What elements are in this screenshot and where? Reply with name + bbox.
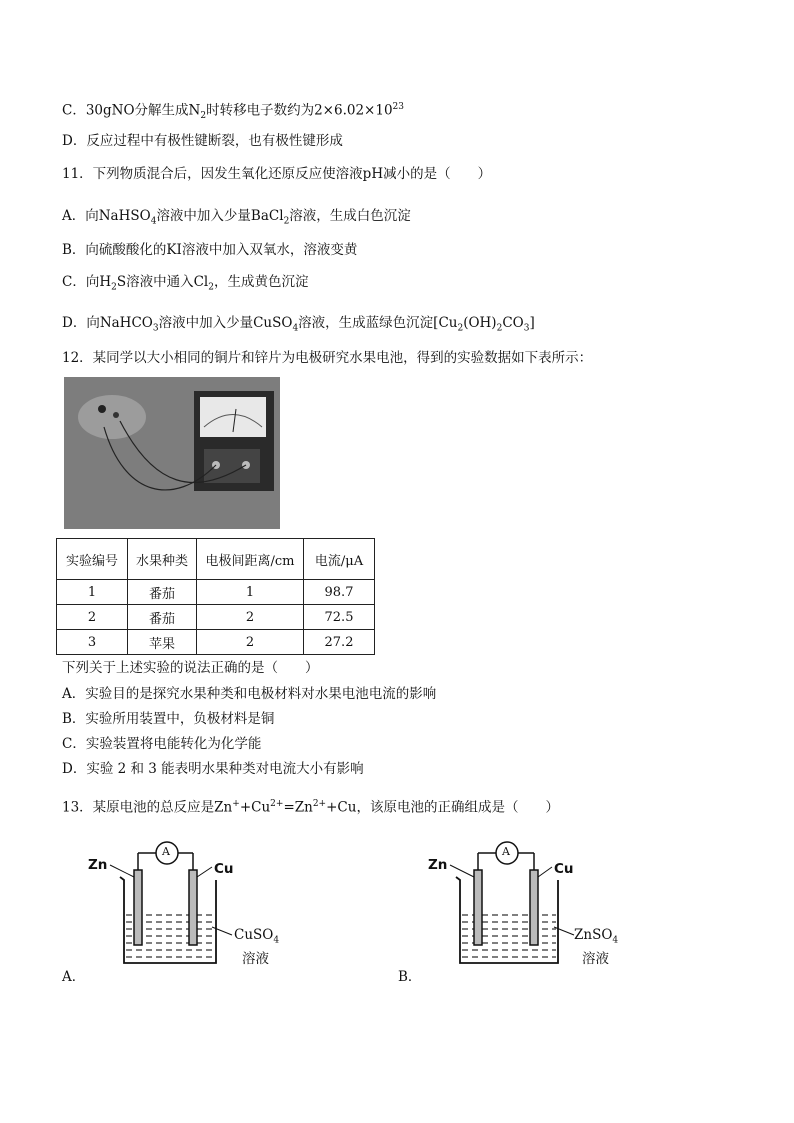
solution-word: 溶液 [242, 951, 269, 967]
q13-stem: 13．某原电池的总反应是$Zn^++Cu^{2+}=Zn^{2+}+Cu$，该原电池的正确组成是（ ） [62, 799, 559, 816]
option-b-label: B． [398, 969, 422, 985]
table-header-row [57, 539, 375, 580]
q10-option-d: D．反应过程中有极性键断裂，也有极性键形成 [62, 133, 343, 149]
table-header-cell: 电极间距离/cm [197, 539, 304, 580]
table-cell: 2 [197, 630, 304, 655]
fruit-battery-photo [64, 377, 280, 529]
table-header-cell: 水果种类 [128, 539, 197, 580]
table-row [57, 580, 375, 605]
cu-electrode-label: Cu [554, 861, 574, 877]
table-cell: 72.5 [304, 605, 375, 630]
table-cell: 98.7 [304, 580, 375, 605]
q11-option-d: D．向NaHCO$_3$溶液中加入少量CuSO$_4$溶液，生成蓝绿色沉淀$[Cu_2(OH)_2CO_3]$ [62, 315, 535, 334]
ammeter-label: A [502, 845, 510, 858]
solution-formula: ZnSO$_4$ [574, 927, 619, 946]
table-cell: 3 [57, 630, 128, 655]
cell-diagram-b [398, 835, 638, 985]
solution-word: 溶液 [582, 951, 609, 967]
q10-option-c: C．30gNO分解生成$N_2$时转移电子数约为$2\times 6.02\times 10^{23}$ [62, 102, 404, 122]
table-cell: 番茄 [128, 580, 197, 605]
table-cell: 27.2 [304, 630, 375, 655]
fruit-battery-photo-image [64, 377, 280, 529]
q11-option-a: A．向NaHSO$_4$溶液中加入少量BaCl$_2$溶液，生成白色沉淀 [62, 208, 411, 227]
solution-formula: CuSO$_4$ [234, 927, 280, 946]
table-cell: 1 [197, 580, 304, 605]
table-cell: 1 [57, 580, 128, 605]
cu-electrode-label: Cu [214, 861, 234, 877]
table-cell: 2 [197, 605, 304, 630]
table-row [57, 630, 375, 655]
cell-diagram-a [62, 835, 292, 985]
experiment-data-table [56, 538, 375, 655]
q12-option-a: A．实验目的是探究水果种类和电极材料对水果电池电流的影响 [62, 686, 437, 702]
q12-option-b: B．实验所用装置中，负极材料是铜 [62, 711, 275, 727]
zn-electrode-label: Zn [428, 857, 448, 873]
table-header-cell: 电流/μA [304, 539, 375, 580]
q11-option-c: C．向$H_2S$溶液中通入$Cl_2$，生成黄色沉淀 [62, 274, 309, 293]
table-cell: 2 [57, 605, 128, 630]
q12-option-d: D．实验 2 和 3 能表明水果种类对电流大小有影响 [62, 761, 364, 777]
q11-stem: 11．下列物质混合后，因发生氧化还原反应使溶液pH减小的是（ ） [62, 166, 492, 182]
table-row [57, 605, 375, 630]
table-header-cell: 实验编号 [57, 539, 128, 580]
table-cell: 番茄 [128, 605, 197, 630]
q12-question: 下列关于上述实验的说法正确的是（ ） [62, 660, 319, 676]
ammeter-label: A [162, 845, 170, 858]
q12-option-c: C．实验装置将电能转化为化学能 [62, 736, 262, 752]
zn-electrode-label: Zn [88, 857, 108, 873]
table-cell: 苹果 [128, 630, 197, 655]
q11-option-b: B．向硫酸酸化的KI溶液中加入双氧水，溶液变黄 [62, 242, 358, 258]
q12-stem: 12．某同学以大小相同的铜片和锌片为电极研究水果电池，得到的实验数据如下表所示： [62, 350, 593, 366]
option-a-label: A． [62, 969, 86, 985]
